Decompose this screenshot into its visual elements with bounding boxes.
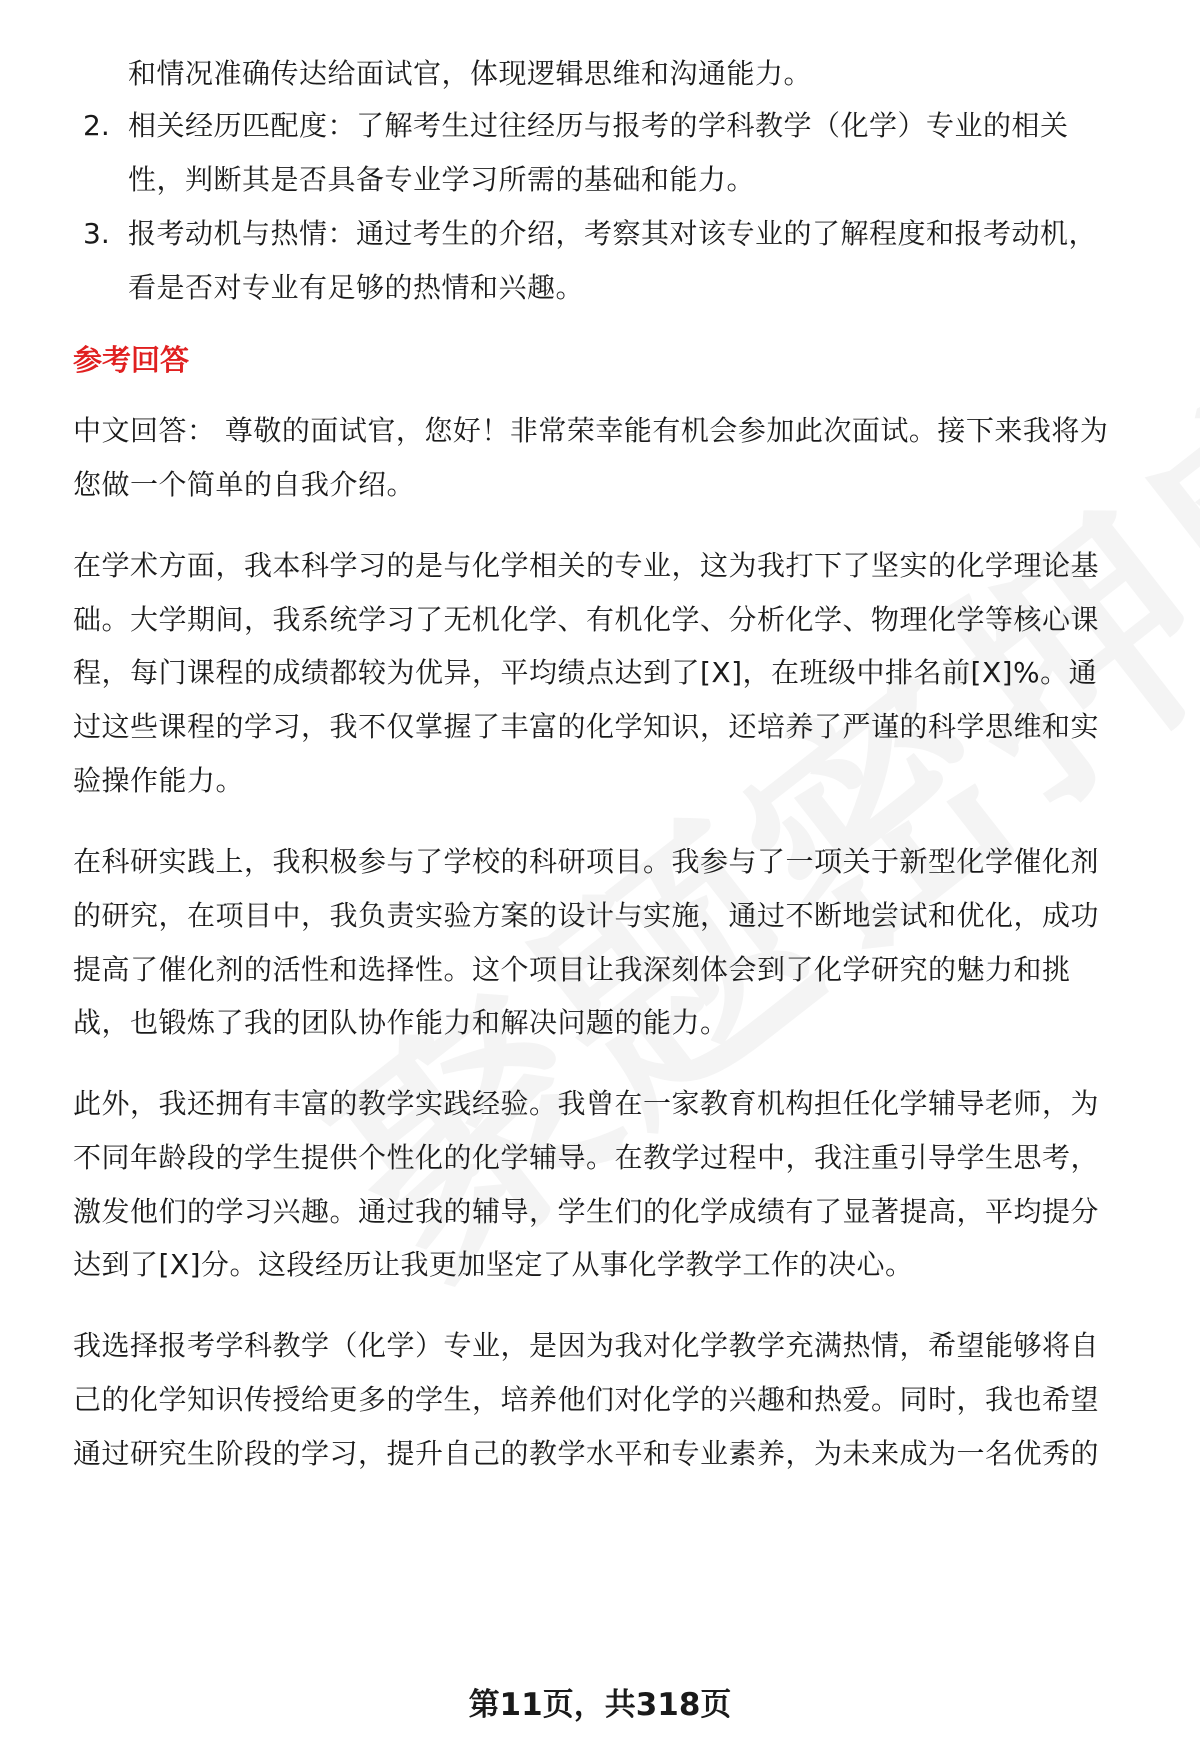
paragraph-line: 程，每门课程的成绩都较为优异，平均绩点达到了[X]，在班级中排名前[X]%。通 [73, 656, 1098, 689]
paragraph-line: 激发他们的学习兴趣。通过我的辅导，学生们的化学成绩有了显著提高，平均提分 [73, 1195, 1100, 1228]
paragraph-line: 过这些课程的学习，我不仅掌握了丰富的化学知识，还培养了严谨的科学思维和实 [73, 710, 1100, 743]
paragraph-line: 提高了催化剂的活性和选择性。这个项目让我深刻体会到了化学研究的魅力和挑 [73, 953, 1071, 986]
paragraph-line: 不同年龄段的学生提供个性化的化学辅导。在教学过程中，我注重引导学生思考， [73, 1141, 1100, 1174]
paragraph-line: 战，也锻炼了我的团队协作能力和解决问题的能力。 [73, 1006, 729, 1039]
paragraph-line: 在科研实践上，我积极参与了学校的科研项目。我参与了一项关于新型化学催化剂 [73, 845, 1100, 878]
paragraph-line: 达到了[X]分。这段经历让我更加坚定了从事化学教学工作的决心。 [73, 1248, 914, 1281]
list-item-line: 看是否对专业有足够的热情和兴趣。 [128, 271, 585, 304]
paragraph-line: 中文回答： 尊敬的面试官，您好！非常荣幸能有机会参加此次面试。接下来我将为 [73, 414, 1109, 447]
paragraph-line: 您做一个简单的自我介绍。 [73, 468, 416, 501]
paragraph-line: 础。大学期间，我系统学习了无机化学、有机化学、分析化学、物理化学等核心课 [73, 603, 1100, 636]
page-number-footer: 第11页，共318页 [468, 1687, 732, 1723]
list-item-continuation: 和情况准确传达给面试官，体现逻辑思维和沟通能力。 [128, 57, 813, 90]
section-heading: 参考回答 [73, 343, 190, 377]
list-item-line: 相关经历匹配度：了解考生过往经历与报考的学科教学（化学）专业的相关 [128, 109, 1069, 142]
paragraph-line: 的研究，在项目中，我负责实验方案的设计与实施，通过不断地尝试和优化，成功 [73, 899, 1100, 932]
paragraph-line: 在学术方面，我本科学习的是与化学相关的专业，这为我打下了坚实的化学理论基 [73, 549, 1100, 582]
list-number: 2. [83, 109, 110, 142]
paragraph-line: 己的化学知识传授给更多的学生，培养他们对化学的兴趣和热爱。同时，我也希望 [73, 1383, 1100, 1416]
paragraph-line: 通过研究生阶段的学习，提升自己的教学水平和专业素养，为未来成为一名优秀的 [73, 1437, 1100, 1470]
list-item-line: 性，判断其是否具备专业学习所需的基础和能力。 [128, 163, 756, 196]
paragraph-line: 此外，我还拥有丰富的教学实践经验。我曾在一家教育机构担任化学辅导老师，为 [73, 1087, 1100, 1120]
paragraph-line: 验操作能力。 [73, 764, 245, 797]
list-number: 3. [83, 217, 110, 250]
list-item-line: 报考动机与热情：通过考生的介绍，考察其对该专业的了解程度和报考动机， [128, 217, 1098, 250]
paragraph-line: 我选择报考学科教学（化学）专业，是因为我对化学教学充满热情，希望能够将自 [73, 1329, 1100, 1362]
